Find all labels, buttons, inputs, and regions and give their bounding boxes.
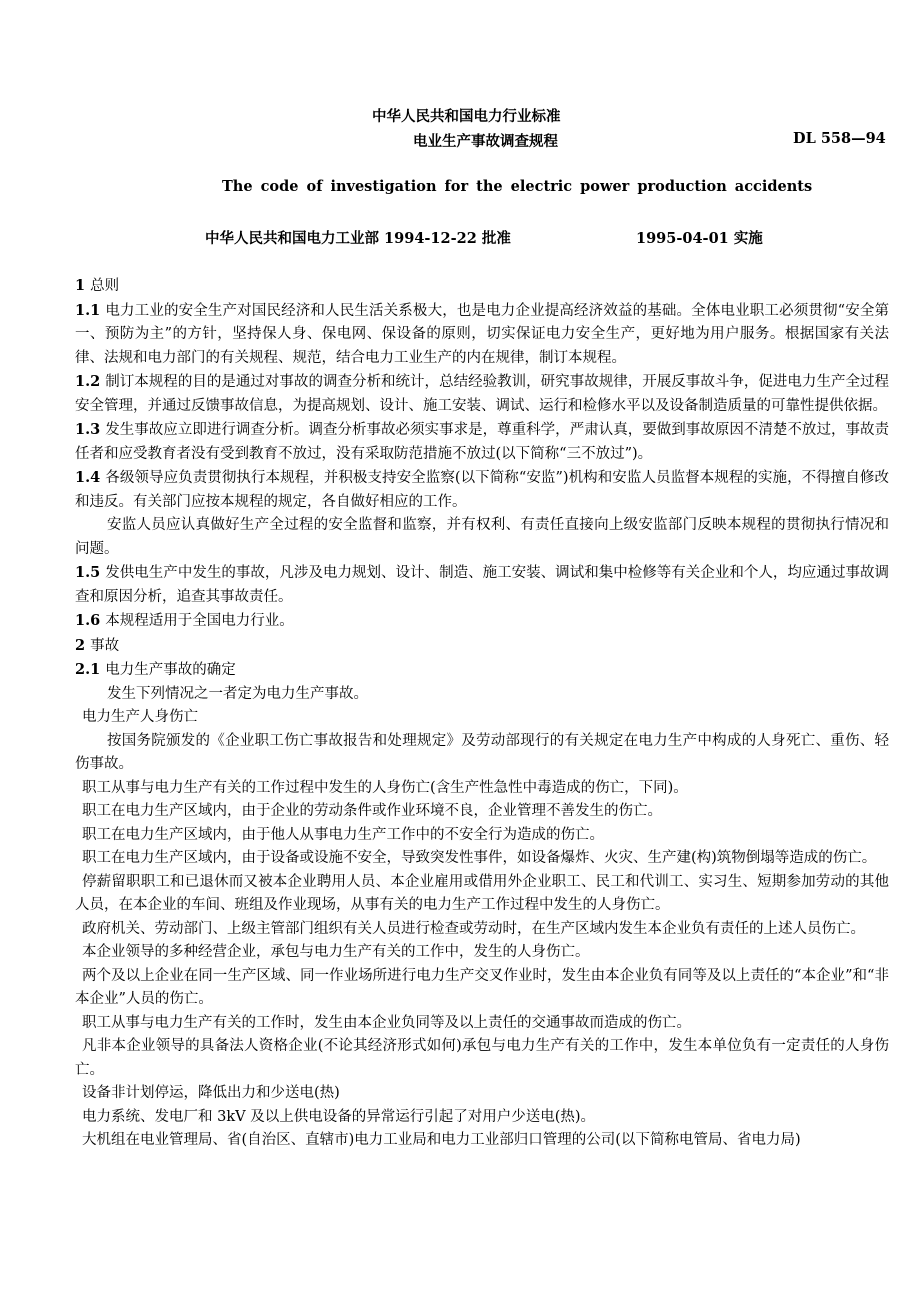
section-number: 1.3 <box>75 421 101 438</box>
paragraph <box>75 777 889 801</box>
paragraph-text: 制订本规程的目的是通过对事故的调查分析和统计，总结经验教训，研究事故规律，开展反事故斗争，促进电力生产全过程安全管理，并通过反馈事故信息，为提高规划、设计、施工安装、调试、运行和检修水平以及设备制造质量的可靠性提供依据。 <box>75 374 889 414</box>
paragraph-text: 本企业领导的多种经营企业，承包与电力生产有关的工作中，发生的人身伤亡。 <box>82 944 590 960</box>
paragraph <box>75 871 889 918</box>
paragraph <box>75 1106 889 1130</box>
paragraph <box>75 683 889 707</box>
paragraph-text: 大机组在电业管理局、省(自治区、直辖市)电力工业局和电力工业部归口管理的公司(以下简称电管局、省电力局) <box>82 1132 801 1148</box>
paragraph <box>75 658 889 683</box>
approval-line: 中华人民共和国电力工业部 1994-12-22 批准 <box>205 230 511 247</box>
section-number: 1 <box>75 277 86 294</box>
paragraph-text: 发生事故应立即进行调查分析。调查分析事故必须实事求是，尊重科学，严肃认真，要做到事故原因不清楚不放过，事故责任者和应受教育者没有受到教育不放过，没有采取防范措施不放过(以下简称“三不放过”)。 <box>75 422 889 462</box>
standard-code: DL 558—94 <box>793 130 886 147</box>
paragraph-text: 事故 <box>90 637 120 654</box>
section-number: 2.1 <box>75 661 101 678</box>
section-number: 1.5 <box>75 564 101 581</box>
section-number: 1.1 <box>75 301 101 319</box>
section-number: 1.2 <box>75 373 101 390</box>
paragraph-text: 总则 <box>90 278 120 294</box>
section-number: 2 <box>75 636 86 654</box>
paragraph <box>75 918 889 942</box>
paragraph <box>75 706 889 730</box>
document-body <box>75 274 889 1153</box>
paragraph <box>75 466 889 514</box>
paragraph-text: 安监人员应认真做好生产全过程的安全监督和监察，并有权利、有责任直接向上级安监部门反映本规程的贯彻执行情况和问题。 <box>75 517 889 557</box>
paragraph-text: 凡非本企业领导的具备法人资格企业(不论其经济形式如何)承包与电力生产有关的工作中，发生本单位负有一定责任的人身伤亡。 <box>75 1038 889 1078</box>
paragraph-text: 各级领导应负责贯彻执行本规程，并积极支持安全监察(以下简称“安监”)机构和安监人员监督本规程的实施，不得擅自修改和违反。有关部门应按本规程的规定，各自做好相应的工作。 <box>75 470 889 510</box>
paragraph-text: 职工在电力生产区域内，由于他人从事电力生产工作中的不安全行为造成的伤亡。 <box>82 826 604 843</box>
paragraph <box>75 800 889 824</box>
paragraph <box>75 824 889 848</box>
paragraph <box>75 370 889 418</box>
paragraph <box>75 299 889 371</box>
paragraph-text: 电力系统、发电厂和 3kV 及以上供电设备的异常运行引起了对用户少送电(热)。 <box>82 1108 596 1125</box>
paragraph <box>75 847 889 871</box>
paragraph-text: 电力工业的安全生产对国民经济和人民生活关系极大，也是电力企业提高经济效益的基础。全体电业职工必须贯彻“安全第一、预防为主”的方针，坚持保人身、保电网、保设备的原则，切实保证电力安全生产，更好地为用户服务。根据国家有关法律、法规和电力部门的有关规程、规范，结合电力工业生产的内在规律，制订本规程。 <box>75 302 889 366</box>
paragraph-text: 政府机关、劳动部门、上级主管部门组织有关人员进行检查或劳动时，在生产区域内发生本企业负有责任的上述人员伤亡。 <box>82 920 865 937</box>
standard-org-heading: 中华人民共和国电力行业标准 <box>372 108 561 125</box>
paragraph-text: 职工从事与电力生产有关的工作过程中发生的人身伤亡(含生产性急性中毒造成的伤亡，下同)。 <box>82 779 688 796</box>
paragraph <box>75 561 889 609</box>
paragraph-text: 发生下列情况之一者定为电力生产事故。 <box>107 685 368 702</box>
section-number: 1.6 <box>75 612 101 629</box>
paragraph-text: 两个及以上企业在同一生产区域、同一作业场所进行电力生产交叉作业时，发生由本企业负有同等及以上责任的“本企业”和“非本企业”人员的伤亡。 <box>75 967 889 1007</box>
paragraph-text: 电力生产人身伤亡 <box>82 709 198 725</box>
implementation-date: 1995-04-01 实施 <box>636 230 763 247</box>
paragraph <box>75 418 889 466</box>
paragraph-text: 本规程适用于全国电力行业。 <box>105 613 294 629</box>
paragraph-text: 按国务院颁发的《企业职工伤亡事故报告和处理规定》及劳动部现行的有关规定在电力生产中构成的人身死亡、重伤、轻伤事故。 <box>75 732 889 772</box>
paragraph <box>75 634 889 659</box>
paragraph <box>75 965 889 1012</box>
paragraph <box>75 1012 889 1036</box>
paragraph <box>75 1082 889 1106</box>
paragraph-text: 电力生产事故的确定 <box>105 662 236 678</box>
paragraph-text: 职工在电力生产区域内，由于设备或设施不安全，导致突发性事件，如设备爆炸、火灾、生产建(构)筑物倒塌等造成的伤亡。 <box>82 850 877 866</box>
paragraph-text: 停薪留职职工和已退休而又被本企业聘用人员、本企业雇用或借用外企业职工、民工和代训工、实习生、短期参加劳动的其他人员，在本企业的车间、班组及作业现场，从事有关的电力生产工作过程中发生的人身伤亡。 <box>75 873 889 913</box>
paragraph <box>75 609 889 634</box>
paragraph <box>75 514 889 561</box>
section-number: 1.4 <box>75 469 101 486</box>
paragraph-text: 职工从事与电力生产有关的工作时，发生由本企业负同等及以上责任的交通事故而造成的伤亡。 <box>82 1014 691 1031</box>
paragraph <box>75 730 889 777</box>
paragraph <box>75 1129 889 1153</box>
document-title: 电业生产事故调查规程 <box>413 133 558 150</box>
paragraph <box>75 941 889 965</box>
paragraph <box>75 274 889 299</box>
english-title: The code of investigation for the electric power production accidents <box>222 178 813 195</box>
paragraph-text: 职工在电力生产区域内，由于企业的劳动条件或作业环境不良，企业管理不善发生的伤亡。 <box>82 803 662 819</box>
paragraph-text: 设备非计划停运，降低出力和少送电(热) <box>82 1085 340 1101</box>
paragraph <box>75 1035 889 1082</box>
paragraph-text: 发供电生产中发生的事故，凡涉及电力规划、设计、制造、施工安装、调试和集中检修等有关企业和个人，均应通过事故调查和原因分析，追查其事故责任。 <box>75 565 889 605</box>
